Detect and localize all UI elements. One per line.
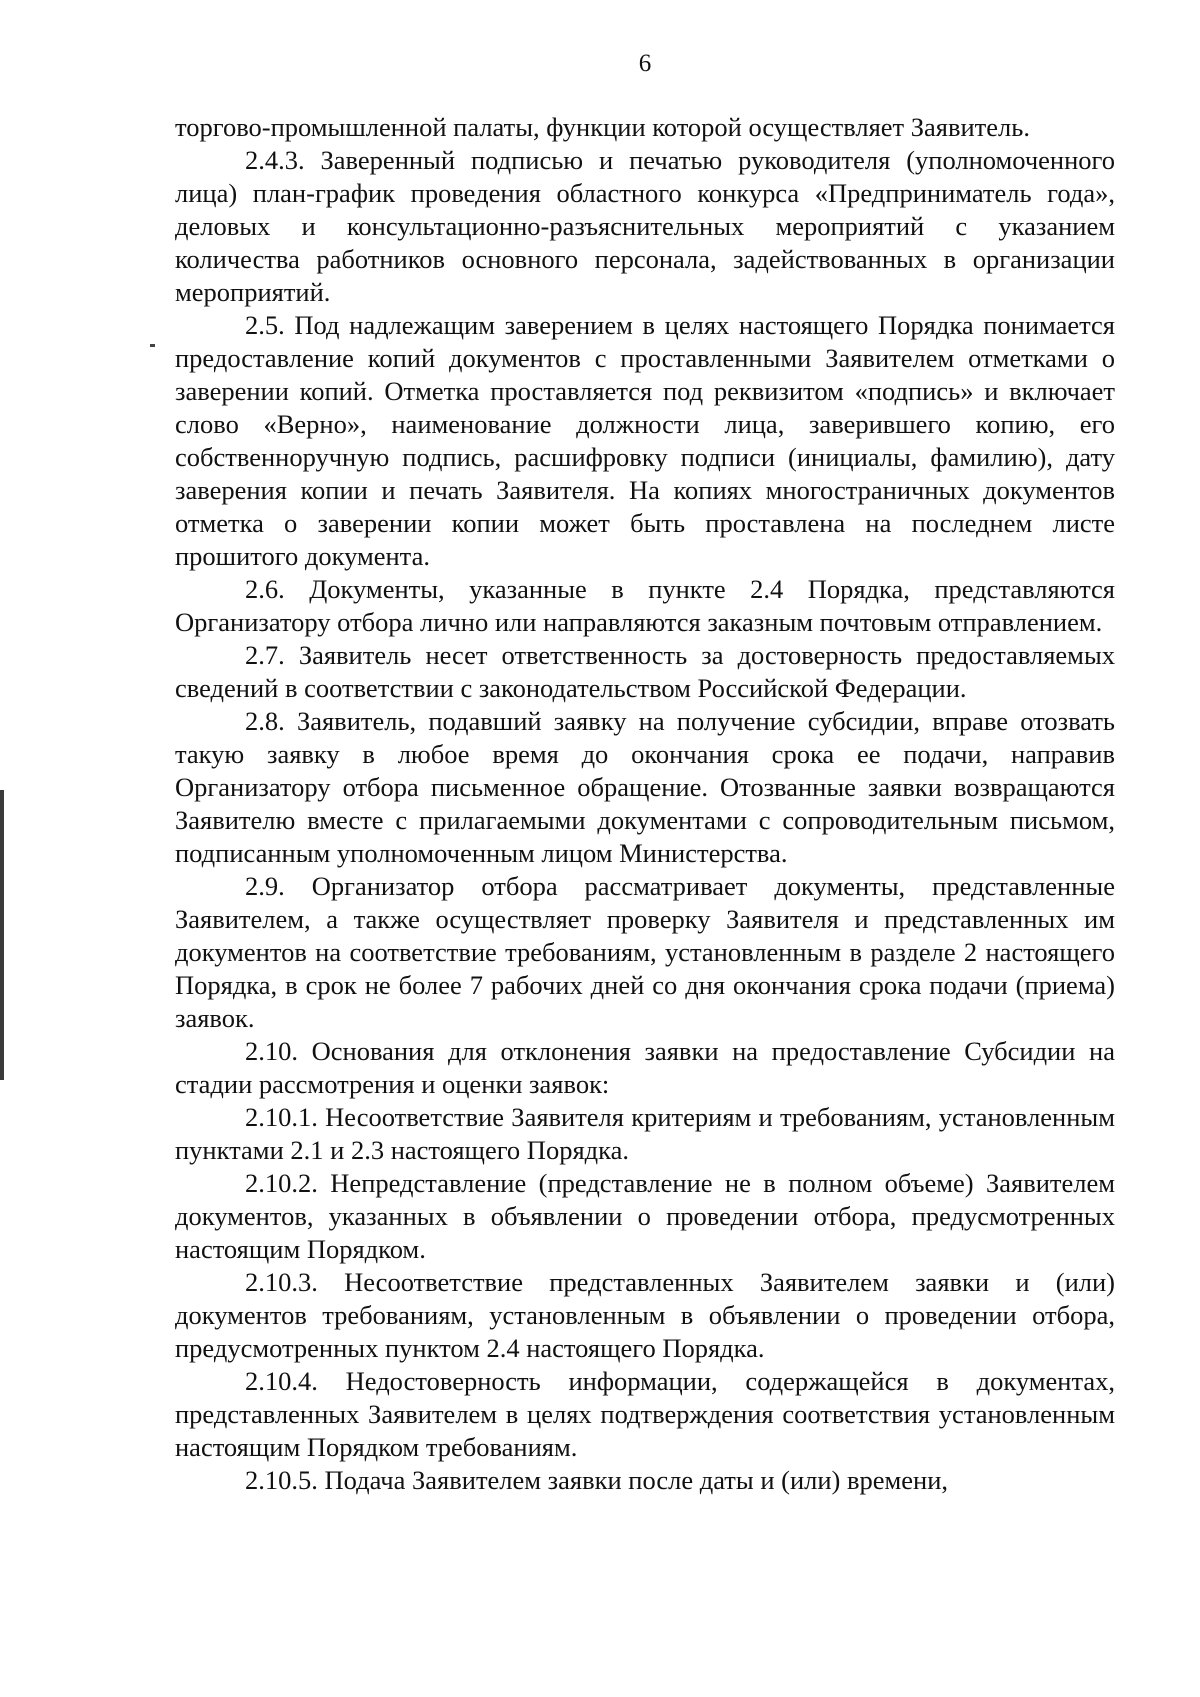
paragraph-2-10-1: 2.10.1. Несоответствие Заявителя критериям и требованиям, установленным пунктами 2.1 и 2.3 настоящего Порядка. [175,1102,1115,1165]
paragraph-2-10-2: 2.10.2. Непредставление (представление не в полном объеме) Заявителем документов, указанных в объявлении о проведении отбора, предусмотренных настоящим Порядком. [175,1168,1115,1264]
paragraph-2-10-5: 2.10.5. Подача Заявителем заявки после даты и (или) времени, [245,1465,949,1495]
paragraph-2-10-4: 2.10.4. Недостоверность информации, содержащейся в документах, представленных Заявителем в целях подтверждения соответствия установленным настоящим Порядком требованиям. [175,1366,1115,1462]
paragraph-2-9: 2.9. Организатор отбора рассматривает документы, представленные Заявителем, а также осуществляет проверку Заявителя и представленных им документов на соответствие требованиям, установленным в разделе 2 настоящего Порядка, в срок не более 7 рабочих дней со дня окончания срока подачи (приема) заявок. [175,871,1115,1033]
paragraph-continuation: торгово-промышленной палаты, функции которой осуществляет Заявитель. [175,112,1030,142]
paragraph-2-10: 2.10. Основания для отклонения заявки на предоставление Субсидии на стадии рассмотрения и оценки заявок: [175,1036,1115,1099]
paragraph-2-10-3: 2.10.3. Несоответствие представленных Заявителем заявки и (или) документов требованиям, установленным в объявлении о проведении отбора, предусмотренных пунктом 2.4 настоящего Порядка. [175,1267,1115,1363]
paragraph-2-6: 2.6. Документы, указанные в пункте 2.4 Порядка, представляются Организатору отбора лично или направляются заказным почтовым отправлением. [175,574,1115,637]
paragraph-2-5: 2.5. Под надлежащим заверением в целях настоящего Порядка понимается предоставление копий документов с проставленными Заявителем отметками о заверении копий. Отметка проставляется под реквизитом «подпись» и включает слово «Верно», наименование должности лица, заверившего копию, его собственноручную подпись, расшифровку подписи (инициалы, фамилию), дату заверения копии и печать Заявителя. На копиях многостраничных документов отметка о заверении копии может быть проставлена на последнем листе прошитого документа. [175,310,1115,571]
paragraph-2-7: 2.7. Заявитель несет ответственность за достоверность предоставляемых сведений в соответствии с законодательством Российской Федерации. [175,640,1115,703]
paragraph-2-4-3: 2.4.3. Заверенный подписью и печатью руководителя (уполномоченного лица) план-график проведения областного конкурса «Предприниматель года», деловых и консультационно-разъяснительных мероприятий с указанием количества работников основного персонала, задействованных в организации мероприятий. [175,145,1115,307]
scan-edge-mark [0,790,4,1080]
page-number: 6 [638,50,652,77]
scan-dot [150,344,155,347]
paragraph-2-8: 2.8. Заявитель, подавший заявку на получение субсидии, вправе отозвать такую заявку в любое время до окончания срока ее подачи, направив Организатору отбора письменное обращение. Отозванные заявки возвращаются Заявителю вместе с прилагаемыми документами с сопроводительным письмом, подписанным уполномоченным лицом Министерства. [175,706,1115,868]
document-body [175,111,1115,1497]
